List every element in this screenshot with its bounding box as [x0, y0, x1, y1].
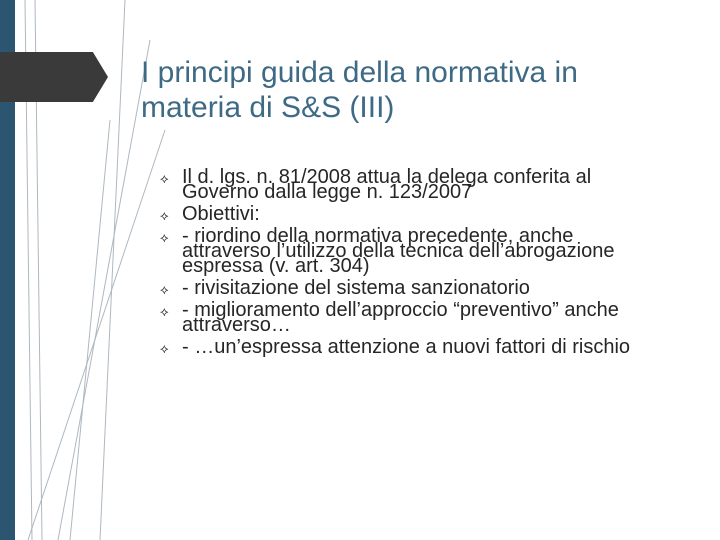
bullet-item: [160, 277, 660, 299]
diamond-arrow-bullet-icon: ⟡: [160, 230, 169, 245]
bullet-item: [160, 336, 660, 358]
diamond-arrow-bullet-icon: ⟡: [160, 282, 169, 297]
bullet-list: [160, 166, 660, 362]
bullet-text: Il d. lgs. n. 81/2008 attua la delega conferita al Governo dalla legge n. 123/2007: [182, 166, 592, 203]
bullet-text: Obiettivi:: [182, 203, 260, 225]
bullet-item: [160, 299, 660, 336]
bullet-text: - rivisitazione del sistema sanzionatorio: [182, 277, 530, 299]
bullet-item: [160, 203, 660, 225]
diamond-arrow-bullet-icon: ⟡: [160, 171, 169, 186]
diamond-arrow-bullet-icon: ⟡: [160, 304, 169, 319]
diamond-arrow-bullet-icon: ⟡: [160, 208, 169, 223]
diamond-arrow-bullet-icon: ⟡: [160, 341, 169, 356]
bullet-item: [160, 225, 660, 277]
bullet-text: - miglioramento dell’approccio “preventivo” anche attraverso…: [182, 299, 619, 336]
bullet-text: - riordino della normativa precedente, anche attraverso l’utilizzo della tecnica dell’abrogazione espressa (v. art. 304): [182, 225, 615, 277]
slide-title: I principi guida della normativa in materia di S&S (III): [141, 56, 578, 124]
bullet-text: - …un’espressa attenzione a nuovi fattori di rischio: [182, 336, 631, 358]
bullet-item: [160, 166, 660, 203]
title-tab-arrow: [0, 52, 108, 102]
